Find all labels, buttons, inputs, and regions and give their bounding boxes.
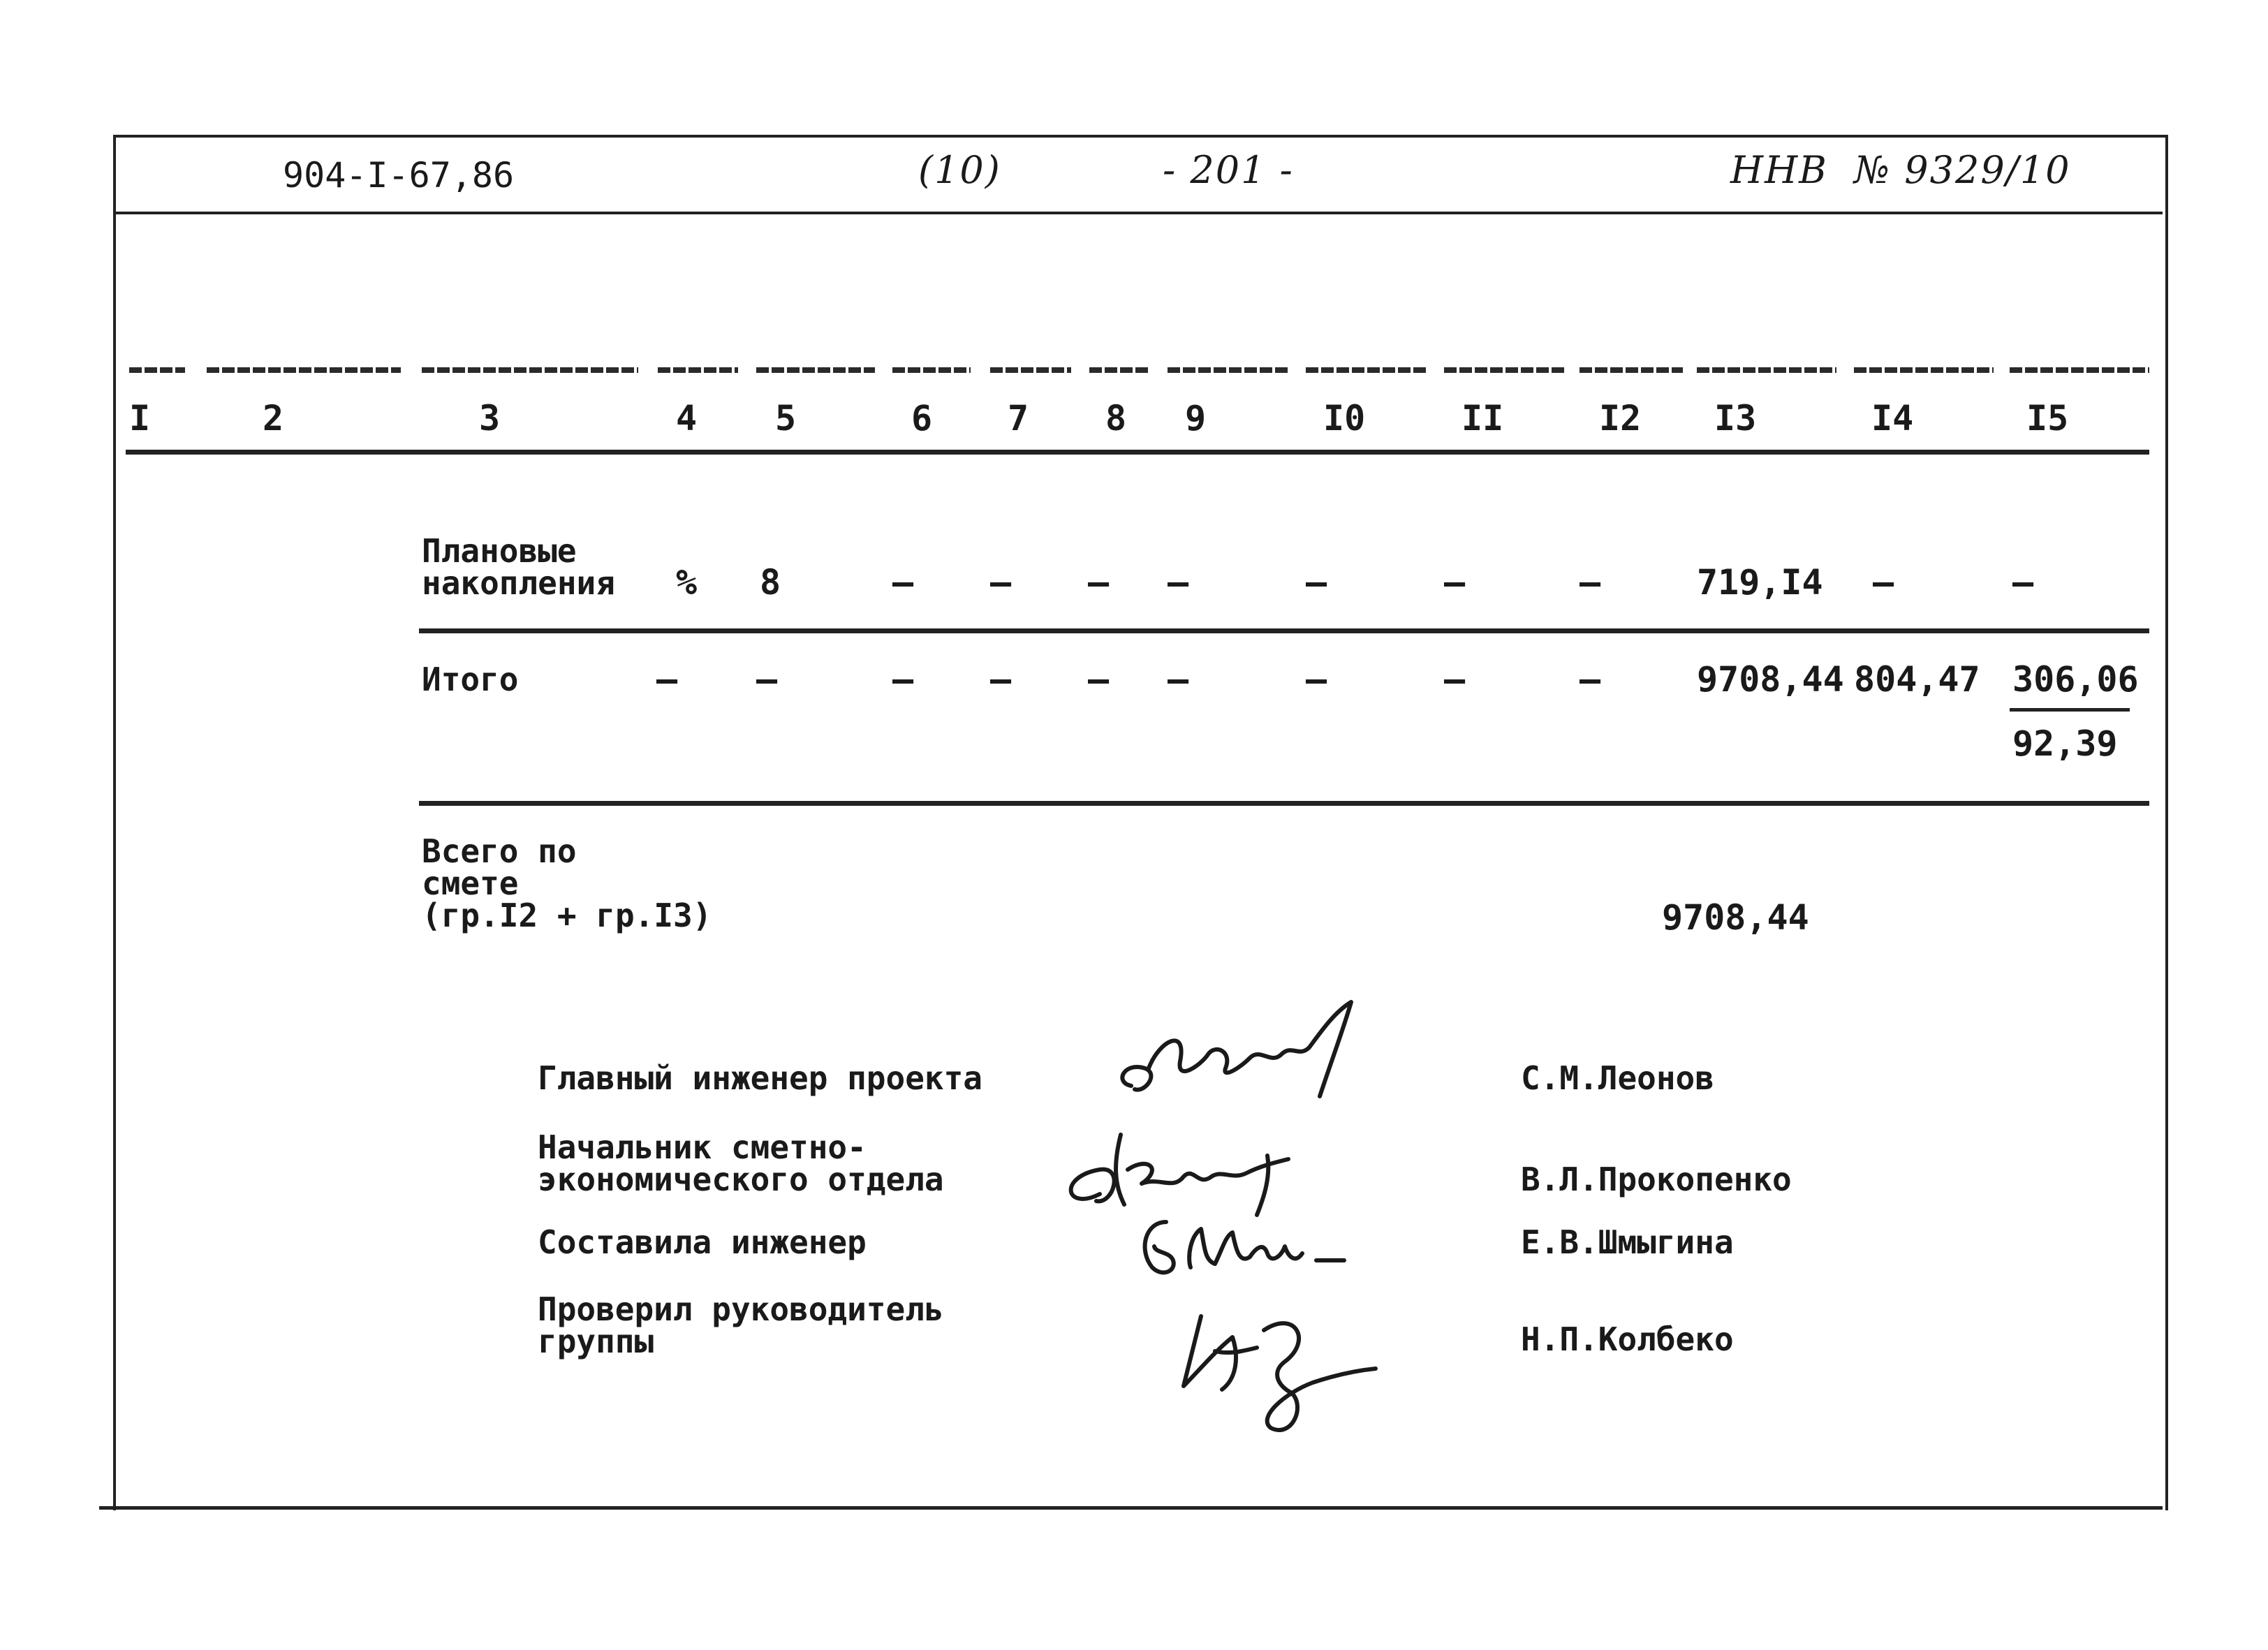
cell-col9: – <box>1168 659 1189 700</box>
column-number: I0 <box>1323 398 1366 439</box>
signature-name: Н.П.Колбеко <box>1521 1320 1734 1358</box>
page-frame-bottom <box>99 1506 2163 1510</box>
column-divider <box>1306 367 1426 373</box>
column-number: I2 <box>1599 398 1642 439</box>
registry-number: № 9329/10 <box>1854 148 2071 192</box>
column-divider <box>1089 367 1151 373</box>
row-label-planned-savings: Плановые накопления <box>422 532 615 602</box>
table-header-rule <box>126 450 2149 455</box>
column-number: I5 <box>2026 398 2069 439</box>
column-number: I <box>129 398 151 439</box>
signature-role: Составила инженер <box>538 1223 867 1261</box>
handwritten-signature-image <box>1135 1208 1358 1288</box>
column-divider <box>1168 367 1288 373</box>
column-number: 7 <box>1008 398 1029 439</box>
registry-label: ННВ <box>1730 148 1828 192</box>
signature-role: Главный инженер проекта <box>538 1059 982 1097</box>
cell-col6: – <box>892 659 914 700</box>
handwritten-signature-image <box>1173 1302 1383 1445</box>
row-divider <box>419 628 2149 633</box>
cell-col10: – <box>1306 659 1327 700</box>
column-divider <box>422 367 638 373</box>
column-divider <box>658 367 738 373</box>
cell-col13: 9708,44 <box>1697 659 1844 700</box>
signature-name: Е.В.Шмыгина <box>1521 1223 1734 1261</box>
row-label-grand-total: Всего по смете (гр.I2 + гр.I3) <box>422 832 712 934</box>
column-number: I3 <box>1714 398 1757 439</box>
row-divider <box>419 801 2149 806</box>
column-number: 9 <box>1185 398 1207 439</box>
column-number: 8 <box>1105 398 1127 439</box>
column-divider <box>1697 367 1836 373</box>
column-divider <box>207 367 401 373</box>
column-divider <box>1580 367 1683 373</box>
header-divider <box>116 212 2163 214</box>
cell-col15: 306,06 <box>2012 659 2139 700</box>
cell-col6: – <box>892 562 914 603</box>
column-number: 6 <box>911 398 933 439</box>
column-divider <box>129 367 185 373</box>
cell-col9: – <box>1168 562 1189 603</box>
page-number: - 201 - <box>1163 148 1294 192</box>
handwritten-signature-image <box>1058 1128 1309 1221</box>
column-divider <box>2010 367 2149 373</box>
column-divider <box>1854 367 1994 373</box>
column-number: 3 <box>479 398 501 439</box>
cell-col12: – <box>1580 562 1601 603</box>
cell-col12: – <box>1580 659 1601 700</box>
document-number: 904-I-67,86 <box>283 155 515 196</box>
handwritten-signature-image <box>1110 999 1376 1120</box>
grand-total-value: 9708,44 <box>1662 897 1809 938</box>
cell-col4: – <box>656 659 678 700</box>
column-divider <box>756 367 875 373</box>
column-divider <box>892 367 971 373</box>
row-label-total: Итого <box>422 661 519 698</box>
sheet-mark: (10) <box>918 148 1001 192</box>
column-number: 5 <box>775 398 797 439</box>
fraction-bar <box>2010 708 2130 712</box>
page-frame <box>113 135 2168 1510</box>
column-divider <box>1444 367 1564 373</box>
cell-col13: 719,I4 <box>1697 562 1823 603</box>
cell-col5: – <box>756 659 778 700</box>
cell-col14: 804,47 <box>1854 659 1980 700</box>
cell-col15: – <box>2012 562 2034 603</box>
signature-role: Начальник сметно- экономического отдела <box>538 1128 944 1198</box>
column-number: 4 <box>676 398 698 439</box>
cell-col10: – <box>1306 562 1327 603</box>
cell-col4: % <box>676 562 698 603</box>
column-number: I4 <box>1871 398 1914 439</box>
cell-col11: – <box>1444 659 1466 700</box>
column-divider <box>990 367 1071 373</box>
cell-col5: 8 <box>760 562 781 603</box>
cell-col7: – <box>990 659 1012 700</box>
cell-col8: – <box>1088 562 1110 603</box>
signature-name: С.М.Леонов <box>1521 1059 1714 1097</box>
column-number: II <box>1461 398 1504 439</box>
cell-col8: – <box>1088 659 1110 700</box>
cell-col11: – <box>1444 562 1466 603</box>
column-number: 2 <box>263 398 284 439</box>
cell-col15-below: 92,39 <box>2012 723 2118 764</box>
signature-role: Проверил руководитель группы <box>538 1290 944 1360</box>
signature-name: В.Л.Прокопенко <box>1521 1161 1792 1198</box>
cell-col7: – <box>990 562 1012 603</box>
cell-col14: – <box>1873 562 1894 603</box>
